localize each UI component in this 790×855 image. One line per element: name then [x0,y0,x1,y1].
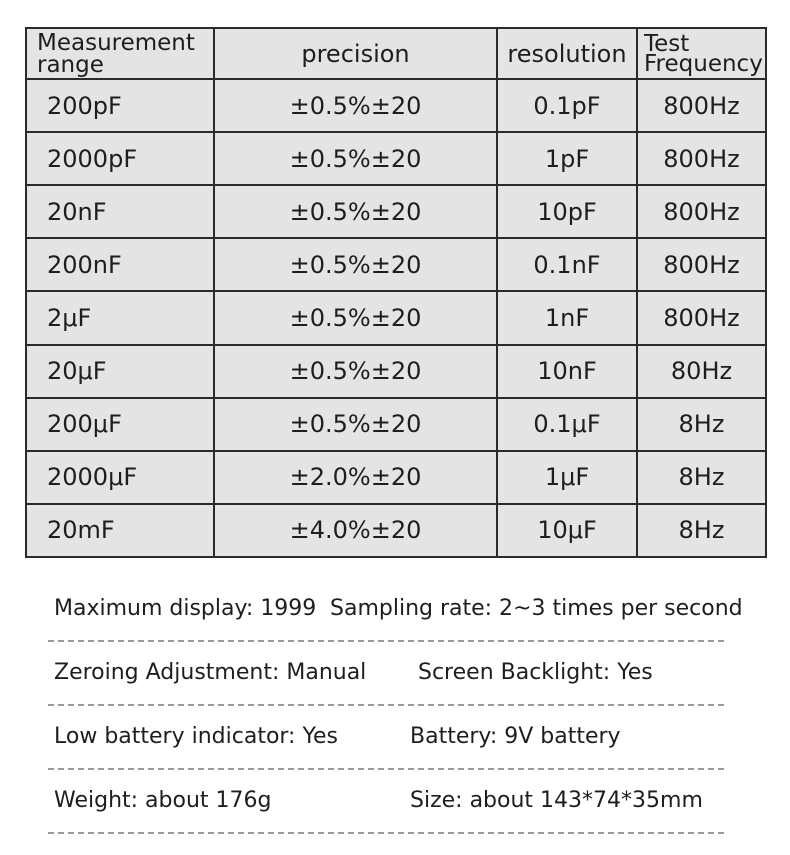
table-row [26,132,766,185]
spec-low-battery-indicator: Low battery indicator: Yes [54,724,338,749]
header-freq-line1: Test [644,30,690,57]
cell-range: 200nF [26,238,214,291]
table-row [26,291,766,344]
cell-range: 20mF [26,504,214,557]
spec-weight: Weight: about 176g [54,788,272,813]
cell-resolution: 10μF [497,504,637,557]
cell-range: 2μF [26,291,214,344]
cell-range: 2000pF [26,132,214,185]
cell-frequency: 8Hz [637,451,766,504]
spec-sampling-rate: Sampling rate: 2~3 times per second [330,596,743,621]
spec-size: Size: about 143*74*35mm [410,788,703,813]
spec-max-display: Maximum display: 1999 [54,596,317,621]
cell-resolution: 10pF [497,185,637,238]
header-test-frequency [637,28,766,79]
cell-precision: ±0.5%±20 [214,132,497,185]
cell-precision: ±0.5%±20 [214,238,497,291]
header-resolution: resolution [497,28,637,79]
cell-precision: ±0.5%±20 [214,291,497,344]
spec-zeroing-adjustment: Zeroing Adjustment: Manual [54,660,367,685]
spec-row [48,578,743,642]
cell-precision: ±0.5%±20 [214,79,497,132]
spec-row [48,642,724,706]
spec-screen-backlight: Screen Backlight: Yes [418,660,653,685]
cell-frequency: 800Hz [637,291,766,344]
cell-precision: ±0.5%±20 [214,398,497,451]
cell-precision: ±0.5%±20 [214,185,497,238]
capacitance-spec-table [25,27,767,558]
cell-precision: ±2.0%±20 [214,451,497,504]
table-row [26,185,766,238]
cell-resolution: 1μF [497,451,637,504]
cell-range: 200pF [26,79,214,132]
spec-battery: Battery: 9V battery [410,724,621,749]
cell-resolution: 0.1pF [497,79,637,132]
cell-resolution: 0.1μF [497,398,637,451]
general-specs-list [48,578,743,834]
table-header-row [26,28,766,79]
header-freq-line2: Frequency [644,50,763,77]
spec-row [48,770,724,834]
table-row [26,238,766,291]
cell-precision: ±4.0%±20 [214,504,497,557]
cell-range: 20μF [26,345,214,398]
cell-frequency: 800Hz [637,238,766,291]
table-row [26,504,766,557]
table-row [26,345,766,398]
cell-frequency: 80Hz [637,345,766,398]
cell-frequency: 8Hz [637,504,766,557]
cell-frequency: 800Hz [637,185,766,238]
cell-resolution: 1pF [497,132,637,185]
table-row [26,79,766,132]
header-range-line1: Measurement [37,29,195,56]
cell-range: 2000μF [26,451,214,504]
cell-range: 20nF [26,185,214,238]
cell-resolution: 10nF [497,345,637,398]
cell-resolution: 0.1nF [497,238,637,291]
table-row [26,398,766,451]
cell-frequency: 800Hz [637,132,766,185]
cell-frequency: 8Hz [637,398,766,451]
table-row [26,451,766,504]
spec-row [48,706,724,770]
header-measurement-range [26,28,214,79]
header-precision: precision [214,28,497,79]
header-range-line2: range [37,51,104,78]
cell-frequency: 800Hz [637,79,766,132]
cell-range: 200μF [26,398,214,451]
cell-resolution: 1nF [497,291,637,344]
cell-precision: ±0.5%±20 [214,345,497,398]
